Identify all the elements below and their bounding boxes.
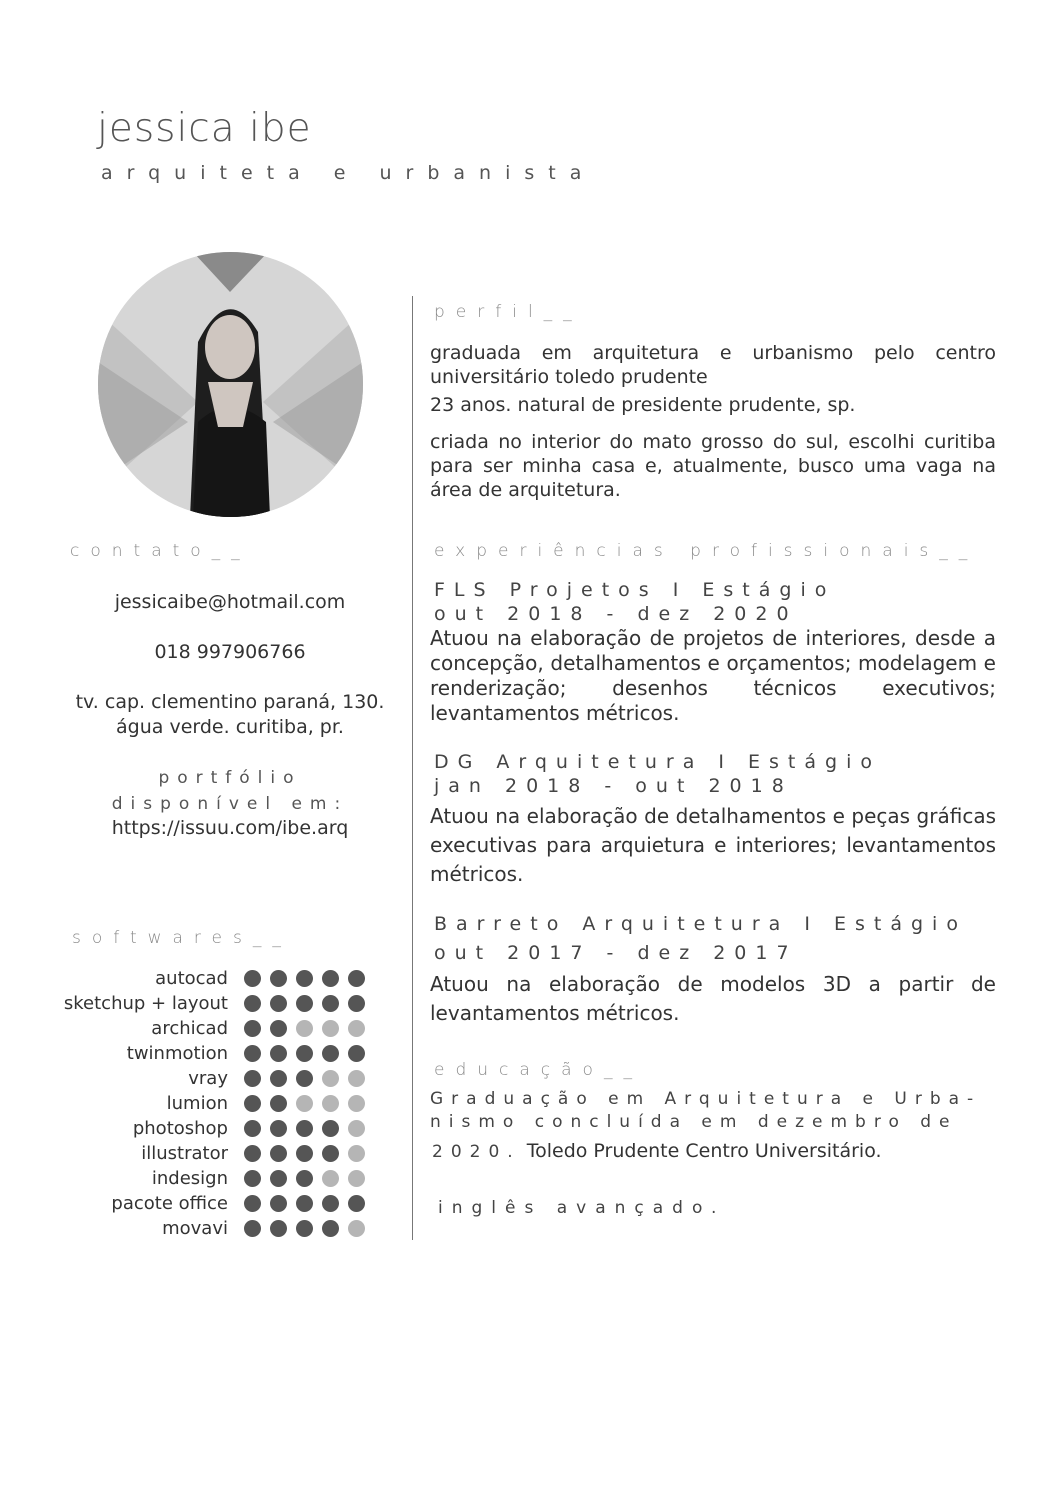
language-text: inglês avançado. [438, 1198, 726, 1218]
skill-level-dots [244, 1020, 365, 1037]
profile-paragraph: graduada em arquitetura e urbanismo pelo centro universitário toledo prudente [430, 342, 996, 388]
skill-level-dots [244, 1095, 365, 1112]
skill-dot-filled [270, 1120, 287, 1137]
skill-dot-filled [270, 1095, 287, 1112]
software-row [60, 966, 390, 991]
skill-dot-filled [244, 1120, 261, 1137]
software-row [60, 1066, 390, 1091]
education-heading: educação__ [434, 1060, 643, 1080]
skill-dot-filled [244, 1170, 261, 1187]
skill-dot-filled [270, 1045, 287, 1062]
software-row [60, 1041, 390, 1066]
profile-photo [98, 252, 363, 517]
skill-dot-filled [244, 1020, 261, 1037]
skill-dot-empty [348, 1145, 365, 1162]
job-dates: out 2018 - dez 2020 [434, 603, 798, 625]
skill-dot-filled [296, 1195, 313, 1212]
skill-dot-empty [348, 1020, 365, 1037]
skill-dot-empty [348, 1095, 365, 1112]
skill-level-dots [244, 1045, 365, 1062]
email-text[interactable]: jessicaibe@hotmail.com [114, 591, 346, 613]
software-name: photoshop [132, 1118, 228, 1139]
portfolio-label-2: disponível em: [111, 794, 349, 814]
profile-paragraph: 23 anos. natural de presidente prudente, sp. [430, 394, 856, 416]
skill-level-dots [244, 1195, 365, 1212]
skill-dot-empty [322, 1170, 339, 1187]
skill-dot-empty [348, 1170, 365, 1187]
skill-dot-filled [270, 1195, 287, 1212]
skill-dot-filled [348, 970, 365, 987]
skill-dot-filled [296, 1145, 313, 1162]
profile-photo-image [98, 252, 363, 517]
software-name: pacote office [111, 1193, 228, 1214]
skill-dot-filled [322, 1045, 339, 1062]
skill-dot-empty [322, 1020, 339, 1037]
education-institution: Toledo Prudente Centro Universitário. [526, 1140, 882, 1162]
job-description: Atuou na elaboração de detalhamentos e peças gráficas executivas para arquietura e interiores; levantamentos métricos. [430, 804, 996, 886]
job-description: Atuou na elaboração de projetos de interiores, desde a concepção, detalhamentos e orçamentos; modelagem e renderização; desenhos técnicos executivos; levantamentos métricos. [430, 626, 996, 725]
skill-level-dots [244, 1145, 365, 1162]
skill-dot-filled [296, 1120, 313, 1137]
skill-dot-filled [270, 1145, 287, 1162]
software-name: twinmotion [126, 1043, 228, 1064]
software-name: indesign [151, 1168, 228, 1189]
portfolio-link[interactable]: https://issuu.com/ibe.arq [111, 817, 349, 839]
education-line-3 [432, 1140, 882, 1162]
address-line-2: água verde. curitiba, pr. [116, 716, 344, 738]
software-name: vray [188, 1068, 228, 1089]
skill-dot-empty [296, 1020, 313, 1037]
education-year: 2020. [432, 1142, 521, 1162]
skill-dot-filled [270, 1220, 287, 1237]
skill-dot-filled [296, 1070, 313, 1087]
skill-dot-filled [270, 995, 287, 1012]
skill-dot-filled [244, 1045, 261, 1062]
skill-dot-empty [348, 1120, 365, 1137]
skill-dot-filled [296, 995, 313, 1012]
software-row [60, 1166, 390, 1191]
portfolio-label-1: portfólio [158, 768, 302, 788]
software-row [60, 1116, 390, 1141]
job-title: DG Arquitetura I Estágio [434, 751, 881, 773]
skill-dot-empty [296, 1095, 313, 1112]
skill-dot-filled [296, 1220, 313, 1237]
software-name: movavi [162, 1218, 228, 1239]
skill-dot-filled [322, 1120, 339, 1137]
job-title: FLS Projetos I Estágio [434, 579, 836, 601]
skill-dot-filled [322, 1145, 339, 1162]
profile-paragraph: criada no interior do mato grosso do sul, escolhi curitiba para ser minha casa e, atualmente, busco uma vaga na área de arquitetura. [430, 431, 996, 501]
skill-dot-filled [244, 995, 261, 1012]
job-dates: jan 2018 - out 2018 [434, 775, 793, 797]
skill-dot-filled [244, 1095, 261, 1112]
skill-level-dots [244, 1220, 365, 1237]
skill-level-dots [244, 970, 365, 987]
skill-level-dots [244, 1170, 365, 1187]
software-name: sketchup + layout [63, 993, 228, 1014]
skill-dot-filled [244, 1070, 261, 1087]
education-line-1: Graduação em Arquitetura e Urba- [430, 1089, 982, 1109]
skill-dot-filled [296, 1045, 313, 1062]
contact-heading: contato__ [70, 541, 251, 561]
address-line-1: tv. cap. clementino paraná, 130. [75, 691, 385, 713]
skill-dot-filled [270, 1070, 287, 1087]
skill-dot-empty [322, 1095, 339, 1112]
softwares-heading: softwares__ [72, 928, 292, 948]
profile-heading: perfil__ [434, 302, 583, 322]
software-name: illustrator [141, 1143, 228, 1164]
skill-dot-filled [322, 995, 339, 1012]
skill-dot-filled [348, 1045, 365, 1062]
job-description: Atuou na elaboração de modelos 3D a partir de levantamentos métricos. [430, 972, 996, 1025]
education-line-2: nismo concluída em dezembro de [430, 1112, 958, 1132]
software-row [60, 1141, 390, 1166]
skill-dot-filled [296, 1170, 313, 1187]
job-dates: out 2017 - dez 2017 [434, 942, 798, 964]
skill-dot-filled [322, 1220, 339, 1237]
software-name: autocad [155, 968, 228, 989]
software-row [60, 991, 390, 1016]
skill-dot-filled [348, 995, 365, 1012]
skill-dot-filled [322, 970, 339, 987]
software-row [60, 1091, 390, 1116]
skill-dot-empty [348, 1070, 365, 1087]
software-name: lumion [166, 1093, 228, 1114]
skill-dot-filled [270, 1020, 287, 1037]
software-row [60, 1191, 390, 1216]
software-list [60, 966, 390, 1241]
person-role: arquiteta e urbanista [101, 162, 596, 184]
skill-dot-filled [244, 1220, 261, 1237]
software-row [60, 1216, 390, 1241]
skill-level-dots [244, 995, 365, 1012]
skill-dot-filled [348, 1195, 365, 1212]
skill-dot-filled [244, 970, 261, 987]
person-name: jessica ibe [97, 106, 312, 151]
skill-dot-filled [244, 1195, 261, 1212]
skill-dot-filled [244, 1145, 261, 1162]
phone-text: 018 997906766 [154, 641, 306, 663]
skill-dot-empty [348, 1220, 365, 1237]
skill-level-dots [244, 1120, 365, 1137]
skill-dot-filled [270, 1170, 287, 1187]
job-title: Barreto Arquitetura I Estágio [434, 913, 967, 935]
software-name: archicad [151, 1018, 228, 1039]
skill-level-dots [244, 1070, 365, 1087]
software-row [60, 1016, 390, 1041]
skill-dot-filled [322, 1195, 339, 1212]
column-divider [412, 296, 413, 1240]
experience-heading: experiências profissionais__ [434, 541, 979, 561]
skill-dot-filled [270, 970, 287, 987]
skill-dot-filled [296, 970, 313, 987]
skill-dot-empty [322, 1070, 339, 1087]
